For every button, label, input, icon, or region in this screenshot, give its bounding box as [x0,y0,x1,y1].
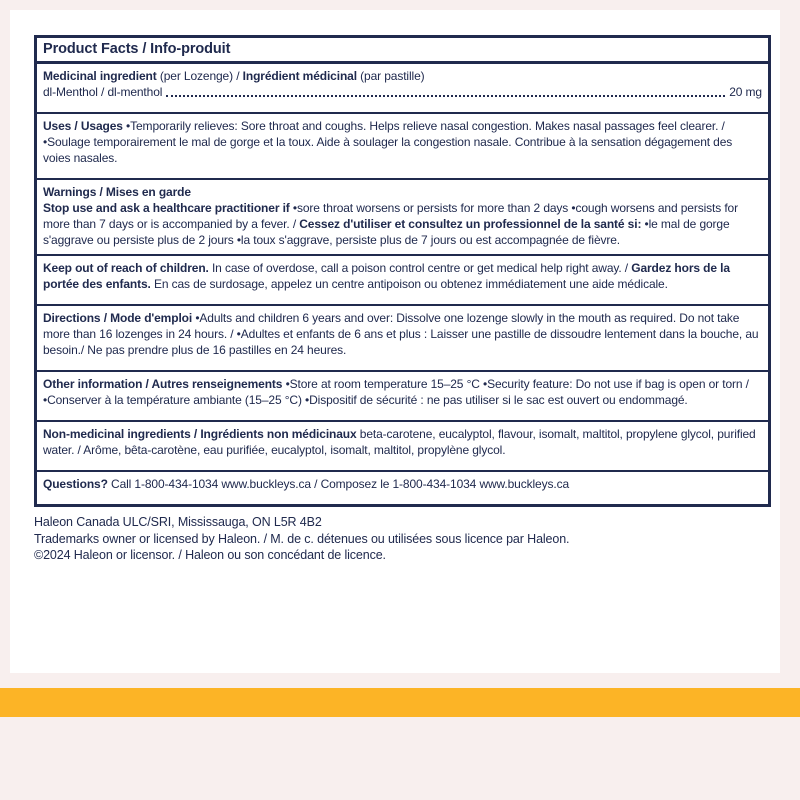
keep-out-text: Keep out of reach of children. In case of overdose, call a poison control centre or get medical help right away. / Gardez hors de la portée des enfants. En cas de surdosage, appelez un centre antipoison ou obtenez immédiatement une aide médicale. [43,261,730,291]
orange-accent-bar [0,688,800,717]
warnings-text: Stop use and ask a healthcare practitioner if •sore throat worsens or persists for more than 2 days •cough worsens and persists for more than 7 days or is accompanied by a fever. / Cessez d'utiliser et consultez un professionnel de la santé si: •le mal de gorge s'aggrave ou persiste plus de 2 jours •la toux s'aggrave, persiste plus de 7 jours ou est accompagnée de fièvre. [43,201,738,247]
section-medicinal-ingredient [37,64,768,114]
ingredient-amount: 20 mg [729,85,762,99]
dotted-leader [166,95,725,97]
ingredient-name: dl-Menthol / dl-menthol [43,85,163,99]
product-facts-panel [34,35,771,507]
section-non-medicinal-ingredients [37,422,768,472]
medicinal-heading: Medicinal ingredient (per Lozenge) / Ingrédient médicinal (par pastille) [43,69,425,83]
panel-title: Product Facts / Info-produit [37,38,768,64]
section-other-information [37,372,768,422]
manufacturer-address: Haleon Canada ULC/SRI, Mississauga, ON L5R 4B2 [34,515,322,529]
trademark-notice: Trademarks owner or licensed by Haleon. / M. de c. détenues ou utilisées sous licence par Haleon. [34,531,570,546]
non-medicinal-text: Non-medicinal ingredients / Ingrédients non médicinaux beta-carotene, eucalyptol, flavour, isomalt, maltitol, propylene glycol, purified water. / Arôme, bêta-carotène, eau purifiée, eucalyptol, isomalt, maltitol, propylène glycol. [43,427,756,457]
directions-text: Directions / Mode d'emploi •Adults and children 6 years and over: Dissolve one lozenge slowly in the mouth as required. Do not take more than 16 lozenges in 24 hours. / •Adultes et enfants de 6 ans et plus : Laisser une pastille de dissoudre lentement dans la bouche, au besoin./ Ne pas prendre plus de 16 pastilles en 24 heures. [43,311,759,357]
section-questions [37,472,768,504]
medicinal-dose-row [43,84,762,100]
label-card [10,10,780,673]
section-keep-out-of-reach [37,256,768,306]
questions-text: Questions? Call 1-800-434-1034 www.buckleys.ca / Composez le 1-800-434-1034 www.buckleys.ca [43,477,570,491]
section-directions [37,306,768,372]
section-uses [37,114,768,180]
copyright-notice: ©2024 Haleon or licensor. / Haleon ou son concédant de licence. [34,548,386,562]
warnings-heading: Warnings / Mises en garde [43,185,191,199]
section-warnings [37,180,768,256]
manufacturer-footer [34,514,771,564]
other-information-text: Other information / Autres renseignements •Store at room temperature 15–25 °C •Security feature: Do not use if bag is open or torn / •Conserver à la température ambiante (15–25 °C) •Dispositif de sécurité : ne pas utiliser si le sac est ouvert ou endommagé. [43,377,749,407]
uses-text: Uses / Usages •Temporarily relieves: Sore throat and coughs. Helps relieve nasal congestion. Makes nasal passages feel clearer. / •Soulage temporairement le mal de gorge et la toux. Aide à soulager la congestion nasale. Contribue à la sensation dégagement des voies nasales. [43,119,733,165]
